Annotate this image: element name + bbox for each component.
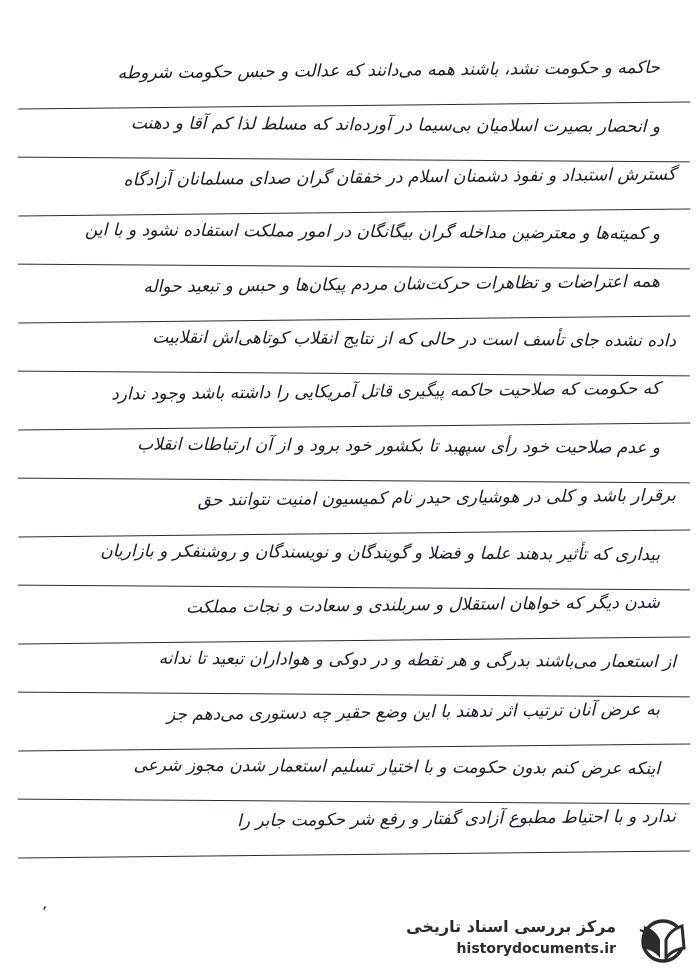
letter-line-6: داده نشده جای تأسف است در حالی که از نتایج انقلاب کوتاهی‌اش انقلابیت [18, 317, 690, 375]
letter-line-12: از استعمار می‌باشند بدرگی و هر نقطه و در دوکی و هواداران تبعید تا ندانه [18, 638, 690, 696]
letter-line-11: شدن دیگر که خواهان استقلال و سربلندی و سعادت و نجات مملکت [18, 583, 691, 644]
archive-website: historydocuments.ir [456, 941, 616, 957]
letter-line-15: ندارد و با احتیاط مطبوع آزادی گفتار و رفع شر حکومت جابر را [18, 797, 691, 858]
archive-name: مرکز بررسی اسناد تاریخی [406, 917, 616, 936]
letter-line-2: و انحصار بصیرت اسلامیان بی‌سیما در آورده‌اند که مسلط لذا کم آقا و دهنت [18, 103, 690, 161]
letter-line-13: به عرض آنان ترتیب اثر ندهند با این وضع حقیر چه دستوری می‌دهم جز [18, 690, 691, 751]
letter-line-3: گسترش استبداد و نفوذ دشمنان اسلام در خفقان گران صدای مسلمانان آزادگاه [18, 155, 691, 216]
letter-line-1: حاکمه و حکومت نشد، باشند همه می‌دانند که عدالت و حبس حکومت شروطه [18, 48, 691, 109]
handwritten-letter [18, 52, 690, 855]
watermark-text [406, 916, 616, 960]
letter-line-4: و کمیته‌ها و معترضین مداخله گران بیگانگان در امور مملکت استفاده نشود و با این [18, 210, 690, 268]
letter-line-14: اینکه عرض کنم بدون حکومت و با اختیار تسلیم استعمار شدن مجوز شرعی [18, 745, 690, 803]
archive-watermark [408, 916, 690, 968]
book-seal-icon [630, 916, 690, 966]
letter-line-10: بیداری که تأثیر بدهند علما و فضلا و گویندگان و نویسندگان و روشنفکر و بازاریان [18, 531, 690, 589]
letter-line-9: برقرار باشد و کلی در هوشیاری حیدر نام کمیسیون امنیت نتوانند حق [18, 476, 691, 537]
letter-line-8: و عدم صلاحیت خود رأی سپهبد تا بکشور خود برود و از آن ارتباطات انقلاب [18, 424, 690, 482]
letter-line-5: همه اعتراضات و تظاهرات حرکت‌شان مردم پیکان‌ها و حبس و تبعید حواله [18, 262, 691, 323]
letter-line-7: که حکومت که صلاحیت حاکمه پیگیری قاتل آمریکایی را داشته باشد وجود ندارد [18, 369, 691, 430]
margin-mark: ٬ [42, 903, 48, 922]
